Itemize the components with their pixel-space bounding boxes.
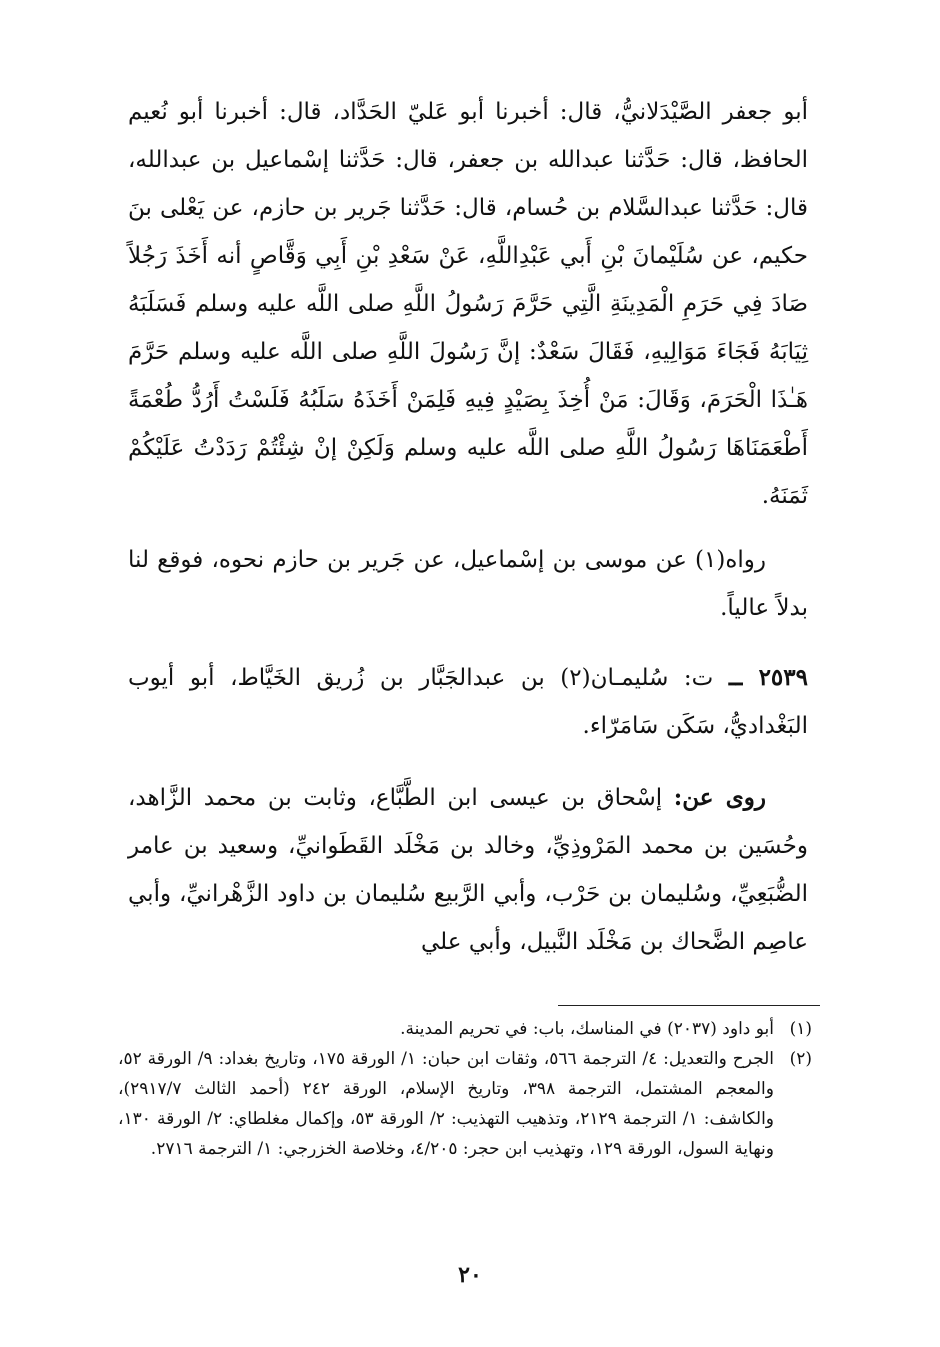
hadith-paragraph: أبو جعفر الصَّيْدَلانيُّ، قال: أخبرنا أبو عَليّ الحَدَّاد، قال: أخبرنا أبو نُعيم الحافظ، قال: حَدَّثنا عبدالله بن جعفر، قال: حَدَّثنا إسْماعيل بن عبدالله، قال: حَدَّثنا عبدالسَّلام بن حُسام، قال: حَدَّثنا جَرير بن حازم، عن يَعْلى بنَ حكيم، عن سُلَيْمانَ بْنِ أَبي عَبْدِاللَّهِ، عَنْ سَعْدِ بْنِ أَبِي وَقَّاصٍ أنه أَخَذَ رَجُلاً صَادَ فِي حَرَمِ الْمَدِينَةِ الَّتِي حَرَّمَ رَسُولُ اللَّهِ صلى اللَّه عليه وسلم فَسَلَبَهُ ثِيَابَهُ فَجَاءَ مَوَالِيهِ، فَقَالَ سَعْدٌ: إنَّ رَسُولَ اللَّهِ صلى اللَّه عليه وسلم حَرَّمَ هَـٰذَا الْحَرَمَ، وَقَالَ: مَنْ أُخِذَ بِصَيْدٍ فِيهِ فَلِمَنْ أَخَذَهُ سَلَبُهُ فَلَسْتُ أَرُدُّ طُعْمَةً أَطْعَمَنَاهَا رَسُولُ اللَّهِ صلى اللَّه عليه وسلم وَلَكِنْ إنْ شِئْتُمْ رَدَدْتُ عَلَيْكُمْ ثَمَنَهُ. [128,99,808,509]
narrated-from-paragraph [128,774,808,966]
biography-entry [128,654,808,750]
footnote-1 [118,1014,812,1044]
footnote-2 [118,1044,812,1164]
entry-number: ٢٥٣٩ ــ [728,664,808,691]
page-number: ٢٠ [458,1262,482,1288]
footnotes [118,1014,812,1164]
narrated-from-label: روى عن: [673,784,767,811]
footnote-text: الجرح والتعديل: ٤/ الترجمة ٥٦٦، وثقات ابن حبان: ١/ الورقة ١٧٥، وتاريخ بغداد: ٩/ الورقة ٥٢، والمعجم المشتمل، الترجمة ٣٩٨، وتاريخ الإسلام، الورقة ٢٤٢ (أحمد الثالث ٢٩١٧/٧)، والكاشف: ١/ الترجمة ٢١٢٩، وتذهيب التهذيب: ٢/ الورقة ٥٣، وإكمال مغلطاي: ٢/ الورقة ١٣٠، ونهاية السول، الورقة ١٢٩، وتهذيب ابن حجر: ٤/٢٠٥، وخلاصة الخزرجي: ١/ الترجمة ٢٧١٦. [118,1049,775,1159]
riwaya-paragraph: رواه(١) عن موسى بن إسْماعيل، عن جَرير بن حازم نحوه، فوقع لنا بدلاً عالياً. [128,547,808,621]
main-text [128,88,808,966]
entry-text: ت: سُليمـان(٢) بن عبدالجَبَّار بن زُريق الخَيَّاط، أبو أيوب البَغْداديُّ، سَكَن سَامَرّاء. [128,665,808,739]
narrated-from-text: إسْحاق بن عيسى ابن الطَّبَّاع، وثابت بن محمد الزَّاهد، وحُسَين بن محمد المَرْوذِيِّ، وخالد بن مَخْلَد القَطَوانيِّ، وسعيد بن عامر الضُّبَعِيِّ، وسُليمان بن حَرْب، وأبي الرَّبيع سُليمان بن داود الزَّهْرانيِّ، وأبي عاصِم الضَّحاك بن مَخْلَد النَّبيل، وأبي علي [128,785,808,955]
footnote-mark: (١) [789,1019,812,1039]
footnote-divider [558,1005,820,1006]
footnote-text: أبو داود (٢٠٣٧) في المناسك، باب: في تحريم المدينة. [400,1019,774,1039]
footnote-mark: (٢) [789,1049,812,1069]
